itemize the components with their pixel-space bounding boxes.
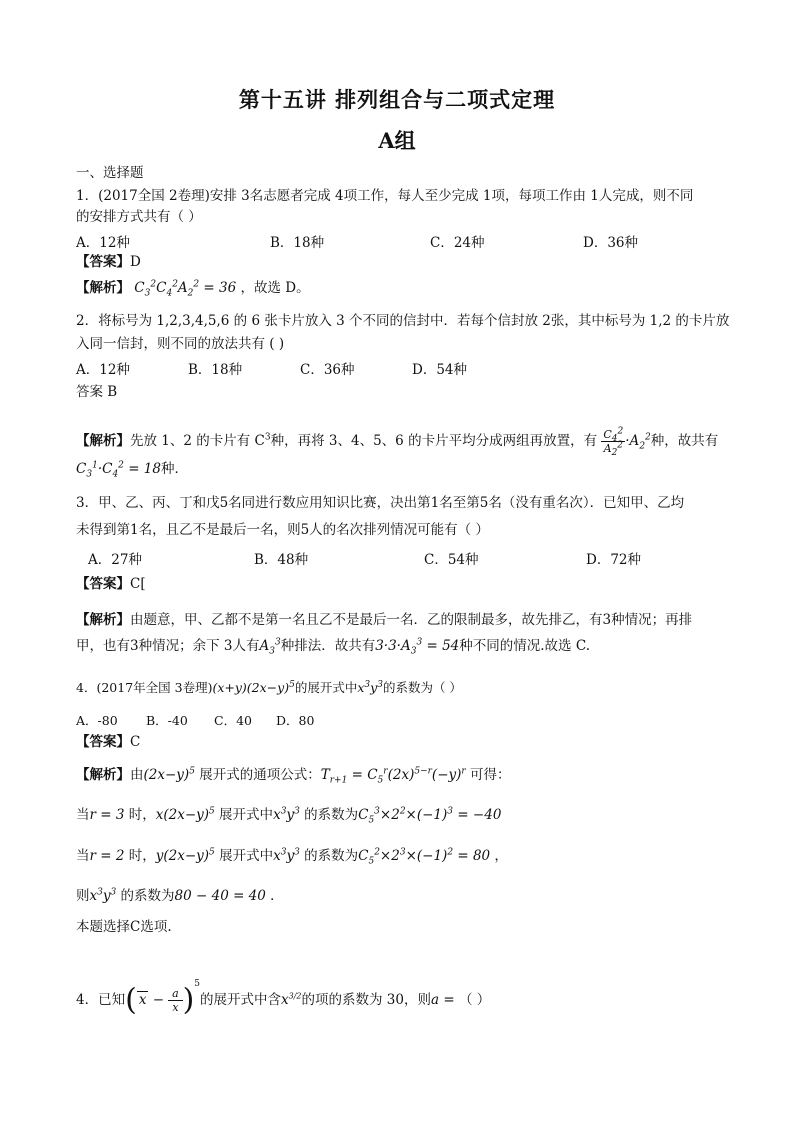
q2-analysis-b: 种，再将 3、4、5、6 的卡片平均分成两组再放置，有	[270, 433, 598, 449]
q1-text-line1: 1．(2017全国 2卷理)安排 3名志愿者完成 4项工作，每人至少完成 1项，每项工作由 1人完成，则不同	[76, 188, 694, 204]
q5-tail: 的项的系数为 30，则	[301, 992, 431, 1008]
q4-answer-value: C	[130, 734, 141, 750]
q3-option-b: B．48种	[254, 552, 309, 568]
q4-option-a: A．-80	[76, 713, 118, 728]
q4-answer	[76, 733, 140, 751]
q4-analysis-a: 由	[130, 767, 144, 783]
q3-option-d: D．72种	[586, 552, 642, 568]
q3-analysis-2c: 种不同的情况.故选 C.	[459, 638, 590, 654]
q2-answer: 答案 B	[76, 384, 118, 400]
q2-analysis-a: 先放 1、2 的卡片有 C	[130, 433, 265, 449]
q4-result: 则$x^3y^3$ 的系数为80 − 40 = 40 ．	[76, 887, 284, 904]
q2-formula: $C_3^1\cdot C_4^2 = 18$	[76, 460, 161, 480]
q2-text-line2: 入同一信封，则不同的放法共有 ( )	[76, 336, 285, 352]
page-title: 第十五讲 排列组合与二项式定理	[238, 87, 556, 112]
q4-conclusion: 本题选择C选项.	[76, 919, 172, 935]
q3-analysis-line1	[76, 611, 692, 629]
q1-analysis-tail: ，故选 D。	[236, 280, 310, 296]
q1-analysis	[76, 279, 310, 297]
q2-analysis-c: 种，故共有	[650, 433, 719, 449]
q4-analysis-b: 展开式的通项公式：	[194, 767, 321, 783]
q2-option-c: C．36种	[300, 362, 355, 378]
group-title: A组	[378, 128, 416, 153]
q2-fraction: $\frac{C_4^2}{A_2^2}$	[603, 426, 624, 459]
q3-analysis-line2: 甲，也有3种情况；余下 3人有$A_3^3$种排法．故共有$3\cdot 3\cdot A_3^3 = 54$种不同的情况.故选 C.	[76, 637, 590, 657]
q2-option-a: A．12种	[76, 362, 130, 378]
q4-text-c: 的系数为（ ）	[382, 680, 462, 695]
q2-analysis-d: 种．	[160, 461, 188, 477]
q4-analysis-c: 可得：	[465, 767, 511, 783]
q4-analysis-line1: 【解析】由$(2x-y)^5$ 展开式的通项公式：$T_{r+1} = C_5^r(2x)^{5-r}(-y)^r$ 可得：	[76, 766, 511, 786]
q1-text-line2: 的安排方式共有（ ）	[76, 209, 202, 225]
q5-prefix: 4．已知	[76, 992, 126, 1008]
q2-option-d: D．54种	[412, 362, 468, 378]
q4-text-b: 的展开式中	[294, 680, 358, 695]
q1-option-c: C．24种	[430, 235, 485, 251]
q2-analysis-line1: 【解析】先放 1、2 的卡片有 $C^3$种，再将 3、4、5、6 的卡片平均分成两组再放置，有 $\frac{C_4^2}{A_2^2}$ $\cdot A_2^2$种，故共有	[76, 426, 719, 459]
analysis-tag: 【解析】	[76, 433, 130, 449]
q3-answer	[76, 575, 146, 593]
q4-case-1: 当r = 3 时，$x(2x-y)^5$ 展开式中$x^3y^3$ 的系数为$C_5^3\times 2^2\times(-1)^3 = -40$	[76, 806, 502, 826]
q3-analysis-2a: 甲，也有3种情况；余下 3人有	[76, 638, 260, 654]
q1-answer-value: D	[130, 254, 141, 270]
analysis-tag: 【解析】	[76, 612, 130, 628]
q2-option-b: B．18种	[188, 362, 243, 378]
q3-option-a: A．27种	[88, 552, 142, 568]
q4-option-b: B．-40	[146, 713, 188, 728]
q4-option-d: D．80	[276, 713, 315, 728]
q3-analysis-1: 由题意，甲、乙都不是第一名且乙不是最后一名．乙的限制最多，故先排乙，有3种情况；再排	[130, 612, 693, 628]
q1-option-b: B．18种	[270, 235, 325, 251]
q4-text: 4．(2017年全国 3卷理)$(x+y)(2x-y)^5$的展开式中$x^3y^3$的系数为（ ）	[76, 679, 462, 695]
analysis-tag: 【解析】	[76, 767, 130, 783]
answer-tag: 【答案】	[76, 254, 130, 270]
q4-text-a: 4．(2017年全国 3卷理)	[76, 680, 213, 695]
q2-text-line1: 2．将标号为 1,2,3,4,5,6 的 6 张卡片放入 3 个不同的信封中．若每个信封放 2张，其中标号为 1,2 的卡片放	[76, 313, 730, 329]
q5-end: （ ）	[458, 992, 491, 1008]
q5-text: 4．已知( x − $\frac{a}{x}$ )$^5$的展开式中含$x^{3/2}$的项的系数为 30，则a = （ ）	[76, 979, 491, 1018]
q3-text-line1: 3．甲、乙、丙、丁和戊5名同进行数应用知识比赛，决出第1名至第5名（没有重名次）．已知甲、乙均	[76, 495, 685, 511]
q3-answer-value: C[	[130, 576, 146, 592]
q1-formula: $C_3^2C_4^2A_2^2 = 36$	[134, 279, 237, 299]
analysis-tag: 【解析】	[76, 280, 130, 296]
answer-tag: 【答案】	[76, 734, 130, 750]
q5-mid: 的展开式中含	[200, 992, 282, 1008]
q3-text-line2: 未得到第1名，且乙不是最后一名，则5人的名次排列情况可能有（ ）	[76, 522, 489, 538]
q1-option-d: D．36种	[583, 235, 639, 251]
q4-option-c: C．40	[214, 713, 252, 728]
section-heading: 一、选择题	[76, 165, 144, 181]
q3-analysis-2b: 种排法．故共有	[280, 638, 376, 654]
answer-tag: 【答案】	[76, 576, 130, 592]
q4-case-2: 当r = 2 时，$y(2x-y)^5$ 展开式中$x^3y^3$ 的系数为$C_5^2\times 2^3\times(-1)^2 = 80$ ，	[76, 847, 508, 867]
q1-option-a: A．12种	[76, 235, 130, 251]
q2-analysis-line2	[76, 460, 188, 478]
q1-answer	[76, 253, 141, 271]
q3-option-c: C．54种	[424, 552, 479, 568]
